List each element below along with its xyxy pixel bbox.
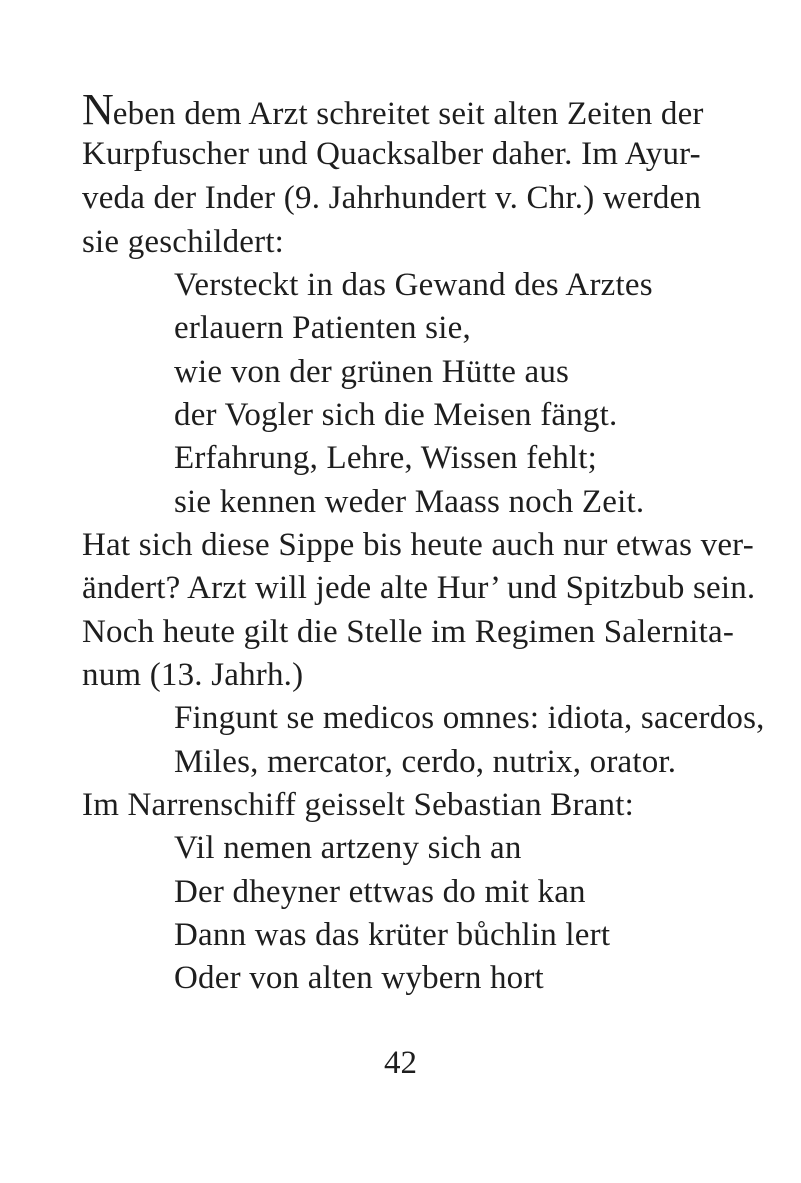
verse-3-line-1: Vil nemen artzeny sich an bbox=[174, 830, 522, 866]
verse-1-line-2: erlauern Patienten sie, bbox=[174, 310, 471, 346]
verse-1-line-3: wie von der grünen Hütte aus bbox=[174, 354, 570, 390]
paragraph-1-line-2: Kurpfuscher und Quacksalber daher. Im Ayur- bbox=[82, 136, 701, 172]
verse-2-line-1: Fingunt se medicos omnes: idiota, sacerdos, bbox=[174, 700, 765, 736]
paragraph-2-line-3: Noch heute gilt die Stelle im Regimen Salernita- bbox=[82, 614, 735, 650]
paragraph-2-line-1: Hat sich diese Sippe bis heute auch nur etwas ver- bbox=[82, 527, 754, 563]
paragraph-1-line-1 bbox=[82, 85, 704, 134]
paragraph-2-line-4: num (13. Jahrh.) bbox=[82, 657, 304, 693]
page-number: 42 bbox=[384, 1045, 417, 1081]
verse-3-line-3: Dann was das krüter bůchlin lert bbox=[174, 917, 611, 953]
verse-1-line-6: sie kennen weder Maass noch Zeit. bbox=[174, 484, 645, 520]
verse-1-line-4: der Vogler sich die Meisen fängt. bbox=[174, 397, 618, 433]
verse-2-line-2: Miles, mercator, cerdo, nutrix, orator. bbox=[174, 744, 677, 780]
paragraph-2-line-2: ändert? Arzt will jede alte Hur’ und Spitzbub sein. bbox=[82, 570, 756, 606]
verse-1-line-5: Erfahrung, Lehre, Wissen fehlt; bbox=[174, 440, 598, 476]
verse-1-line-1: Versteckt in das Gewand des Arztes bbox=[174, 267, 653, 303]
paragraph-3-line-1: Im Narrenschiff geisselt Sebastian Brant: bbox=[82, 787, 634, 823]
paragraph-1-line-3: veda der Inder (9. Jahrhundert v. Chr.) werden bbox=[82, 180, 702, 216]
paragraph-1-line-1-text: eben dem Arzt schreitet seit alten Zeiten der bbox=[112, 96, 704, 132]
initial-letter: N bbox=[82, 85, 113, 134]
paragraph-1-line-4: sie geschildert: bbox=[82, 224, 285, 260]
verse-3-line-4: Oder von alten wybern hort bbox=[174, 960, 544, 996]
verse-3-line-2: Der dheyner ettwas do mit kan bbox=[174, 874, 586, 910]
